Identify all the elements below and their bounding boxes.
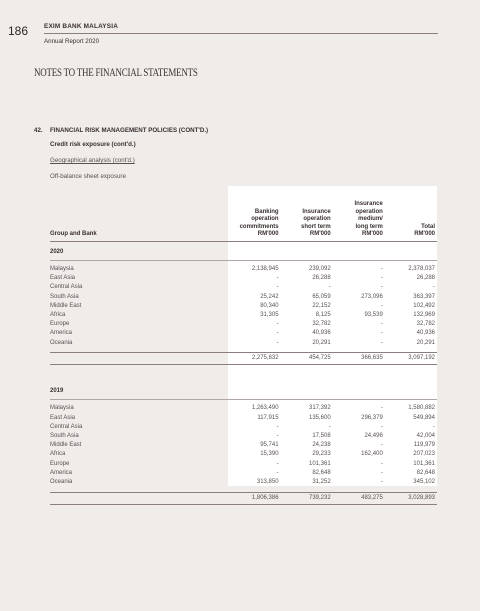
value-cell: 40,936 bbox=[312, 330, 331, 337]
value-cell: - bbox=[328, 423, 331, 430]
value-cell: - bbox=[380, 321, 383, 328]
value-cell: 345,102 bbox=[413, 478, 435, 485]
table-row bbox=[50, 302, 437, 311]
year-row-cell bbox=[385, 241, 437, 260]
value-cell: 82,648 bbox=[416, 469, 435, 476]
value-cell: 31,252 bbox=[312, 478, 331, 485]
total-label-cell bbox=[50, 353, 228, 365]
year-row-cell bbox=[281, 241, 333, 260]
year-row-cell bbox=[385, 381, 437, 400]
table-row bbox=[50, 450, 437, 459]
section-spacer bbox=[50, 365, 437, 381]
value-cell: - bbox=[380, 405, 383, 412]
column-header-line: medium/ bbox=[358, 216, 383, 223]
value-cell: 29,233 bbox=[312, 451, 331, 458]
value-cell: 135,600 bbox=[309, 414, 331, 421]
region-label: Europe bbox=[50, 460, 70, 467]
value-cell: - bbox=[380, 266, 383, 272]
total-value-cell: 366,635 bbox=[333, 353, 385, 365]
column-header-3 bbox=[333, 186, 385, 241]
value-cell: 132,969 bbox=[413, 312, 435, 319]
value-cell: 102,492 bbox=[413, 302, 435, 309]
table-row bbox=[50, 460, 437, 469]
table-header-row bbox=[50, 186, 437, 241]
value-cell: - bbox=[276, 321, 279, 328]
value-cell: 22,152 bbox=[312, 302, 331, 309]
column-header-line: Insurance bbox=[354, 201, 383, 208]
column-header-line: Insurance bbox=[302, 208, 331, 215]
value-cell: 95,741 bbox=[260, 442, 279, 449]
value-cell: - bbox=[276, 284, 279, 291]
region-label: Africa bbox=[50, 312, 66, 319]
table-row bbox=[50, 441, 437, 450]
total-value-cell: 1,806,386 bbox=[228, 492, 280, 504]
column-header-line: commitments bbox=[239, 223, 279, 230]
region-label: Africa bbox=[50, 451, 66, 458]
value-cell: - bbox=[380, 423, 383, 430]
value-cell: 296,379 bbox=[361, 414, 383, 421]
value-cell: - bbox=[380, 460, 383, 467]
value-cell: 549,894 bbox=[413, 414, 435, 421]
value-cell: 24,238 bbox=[312, 442, 331, 449]
note-number: 42. bbox=[34, 127, 43, 134]
region-label: Oceania bbox=[50, 478, 73, 485]
value-cell: 8,125 bbox=[315, 312, 331, 319]
value-cell: - bbox=[380, 284, 383, 291]
value-cell: 32,782 bbox=[416, 321, 435, 328]
year-heading-row bbox=[50, 241, 437, 260]
value-cell: 15,390 bbox=[260, 451, 279, 458]
column-header-line: Group and Bank bbox=[50, 231, 97, 238]
value-cell: 207,023 bbox=[413, 451, 435, 458]
column-header-line: long term bbox=[355, 223, 383, 230]
value-cell: 117,915 bbox=[257, 414, 279, 421]
column-header-4 bbox=[385, 186, 437, 241]
spacer-cell bbox=[281, 365, 333, 381]
region-label: Central Asia bbox=[50, 284, 83, 291]
value-cell: 93,539 bbox=[364, 312, 383, 319]
table-row bbox=[50, 274, 437, 283]
region-label: East Asia bbox=[50, 275, 76, 282]
table-row bbox=[50, 329, 437, 338]
spacer-cell bbox=[228, 365, 280, 381]
region-label: Oceania bbox=[50, 339, 73, 346]
column-header-line: operation bbox=[355, 208, 383, 215]
section-title: NOTES TO THE FINANCIAL STATEMENTS bbox=[34, 67, 198, 79]
value-cell: - bbox=[276, 339, 279, 346]
value-cell: - bbox=[380, 442, 383, 449]
column-header-line: short term bbox=[301, 223, 331, 230]
column-header-2 bbox=[281, 186, 333, 241]
page-number: 186 bbox=[8, 24, 29, 38]
spacer-cell bbox=[385, 365, 437, 381]
value-cell: 42,004 bbox=[416, 432, 435, 439]
header-divider bbox=[44, 33, 438, 34]
year-row-cell bbox=[333, 381, 385, 400]
spacer-cell bbox=[333, 365, 385, 381]
value-cell: 17,508 bbox=[312, 432, 331, 439]
value-cell: - bbox=[276, 469, 279, 476]
table-row bbox=[50, 283, 437, 292]
year-label: 2019 bbox=[50, 381, 228, 400]
value-cell: 313,850 bbox=[256, 478, 279, 485]
value-cell: - bbox=[328, 284, 331, 291]
value-cell: 82,648 bbox=[312, 469, 331, 476]
region-label: Middle East bbox=[50, 302, 82, 309]
value-cell: 162,400 bbox=[361, 451, 383, 458]
table-row bbox=[50, 293, 437, 302]
value-cell: 273,096 bbox=[361, 293, 383, 300]
note-subtitle: Credit risk exposure (cont'd.) bbox=[50, 141, 136, 148]
value-cell: 239,092 bbox=[309, 266, 331, 272]
total-value-cell: 739,232 bbox=[281, 492, 333, 504]
value-cell: 2,138,945 bbox=[251, 266, 279, 272]
table-row bbox=[50, 339, 437, 348]
year-row-cell bbox=[333, 241, 385, 260]
region-label: Central Asia bbox=[50, 423, 83, 430]
year-heading-row bbox=[50, 381, 437, 400]
region-label: America bbox=[50, 469, 73, 476]
note-title: FINANCIAL RISK MANAGEMENT POLICIES (CONT'D.) bbox=[50, 127, 209, 134]
column-header-line: RM'000 bbox=[257, 231, 279, 238]
value-cell: 20,291 bbox=[312, 339, 331, 346]
value-cell: - bbox=[380, 302, 383, 309]
note-heading bbox=[34, 127, 208, 134]
region-label: South Asia bbox=[50, 293, 79, 300]
value-cell: - bbox=[276, 330, 279, 337]
value-cell: 31,305 bbox=[260, 312, 279, 319]
column-header-line: Banking bbox=[254, 208, 279, 215]
spacer-cell bbox=[50, 365, 228, 381]
column-header-line: RM'000 bbox=[414, 231, 435, 238]
value-cell: 101,361 bbox=[413, 460, 435, 467]
value-cell: 363,397 bbox=[413, 293, 435, 300]
value-cell: 26,288 bbox=[416, 275, 435, 282]
table-caption: Off-balance sheet exposure bbox=[50, 173, 126, 180]
value-cell: - bbox=[433, 423, 435, 430]
value-cell: - bbox=[276, 423, 279, 430]
value-cell: 119,979 bbox=[413, 442, 435, 449]
table-row bbox=[50, 265, 437, 274]
value-cell: - bbox=[380, 478, 383, 485]
bank-name: EXIM BANK MALAYSIA bbox=[44, 23, 119, 30]
value-cell: 26,288 bbox=[312, 275, 331, 282]
table-row bbox=[50, 320, 437, 329]
value-cell: 1,580,882 bbox=[408, 405, 435, 412]
table-row bbox=[50, 414, 437, 423]
value-cell: 2,378,037 bbox=[408, 266, 435, 272]
year-row-cell bbox=[228, 381, 280, 400]
region-label: East Asia bbox=[50, 414, 76, 421]
value-cell: 20,291 bbox=[416, 339, 435, 346]
report-name: Annual Report 2020 bbox=[44, 38, 100, 45]
value-cell: 32,782 bbox=[312, 321, 331, 328]
value-cell: - bbox=[380, 330, 383, 337]
table-row bbox=[50, 469, 437, 478]
value-cell: - bbox=[433, 284, 435, 291]
column-header-line: RM'000 bbox=[362, 231, 383, 238]
value-cell: 40,936 bbox=[416, 330, 435, 337]
value-cell: - bbox=[380, 339, 383, 346]
region-label: America bbox=[50, 330, 73, 337]
total-value-cell: 2,275,832 bbox=[228, 353, 280, 365]
column-header-line: Total bbox=[421, 223, 435, 230]
value-cell: 80,340 bbox=[260, 302, 279, 309]
column-header-group-and-bank bbox=[50, 186, 228, 241]
total-row bbox=[50, 492, 437, 504]
region-label: South Asia bbox=[50, 432, 79, 439]
total-row bbox=[50, 353, 437, 365]
region-label: Malaysia bbox=[50, 405, 74, 412]
table-row bbox=[50, 311, 437, 320]
off-balance-sheet-table bbox=[50, 186, 437, 505]
region-label: Malaysia bbox=[50, 266, 74, 272]
total-value-cell: 3,028,893 bbox=[385, 492, 437, 504]
table-row bbox=[50, 432, 437, 441]
geographical-analysis-link[interactable]: Geographical analysis (cont'd.) bbox=[50, 157, 135, 164]
table-row bbox=[50, 404, 437, 413]
column-header-line: operation bbox=[251, 216, 279, 223]
value-cell: 24,496 bbox=[364, 432, 383, 439]
value-cell: - bbox=[380, 469, 383, 476]
total-value-cell: 483,275 bbox=[333, 492, 385, 504]
total-value-cell: 3,097,192 bbox=[385, 353, 437, 365]
value-cell: 317,392 bbox=[309, 405, 331, 412]
year-row-cell bbox=[281, 381, 333, 400]
value-cell: 101,361 bbox=[309, 460, 331, 467]
value-cell: 25,242 bbox=[260, 293, 279, 300]
column-header-line: RM'000 bbox=[309, 231, 331, 238]
total-value-cell: 454,725 bbox=[281, 353, 333, 365]
value-cell: - bbox=[276, 275, 279, 282]
value-cell: - bbox=[276, 432, 279, 439]
table-row bbox=[50, 423, 437, 432]
column-header-line: operation bbox=[303, 216, 331, 223]
table-row bbox=[50, 478, 437, 487]
total-label-cell bbox=[50, 492, 228, 504]
value-cell: - bbox=[276, 460, 279, 467]
year-row-cell bbox=[228, 241, 280, 260]
region-label: Middle East bbox=[50, 442, 82, 449]
year-label: 2020 bbox=[50, 241, 228, 260]
value-cell: 65,059 bbox=[312, 293, 331, 300]
region-label: Europe bbox=[50, 321, 70, 328]
value-cell: 1,263,490 bbox=[251, 405, 279, 412]
value-cell: - bbox=[380, 275, 383, 282]
column-header-1 bbox=[228, 186, 280, 241]
